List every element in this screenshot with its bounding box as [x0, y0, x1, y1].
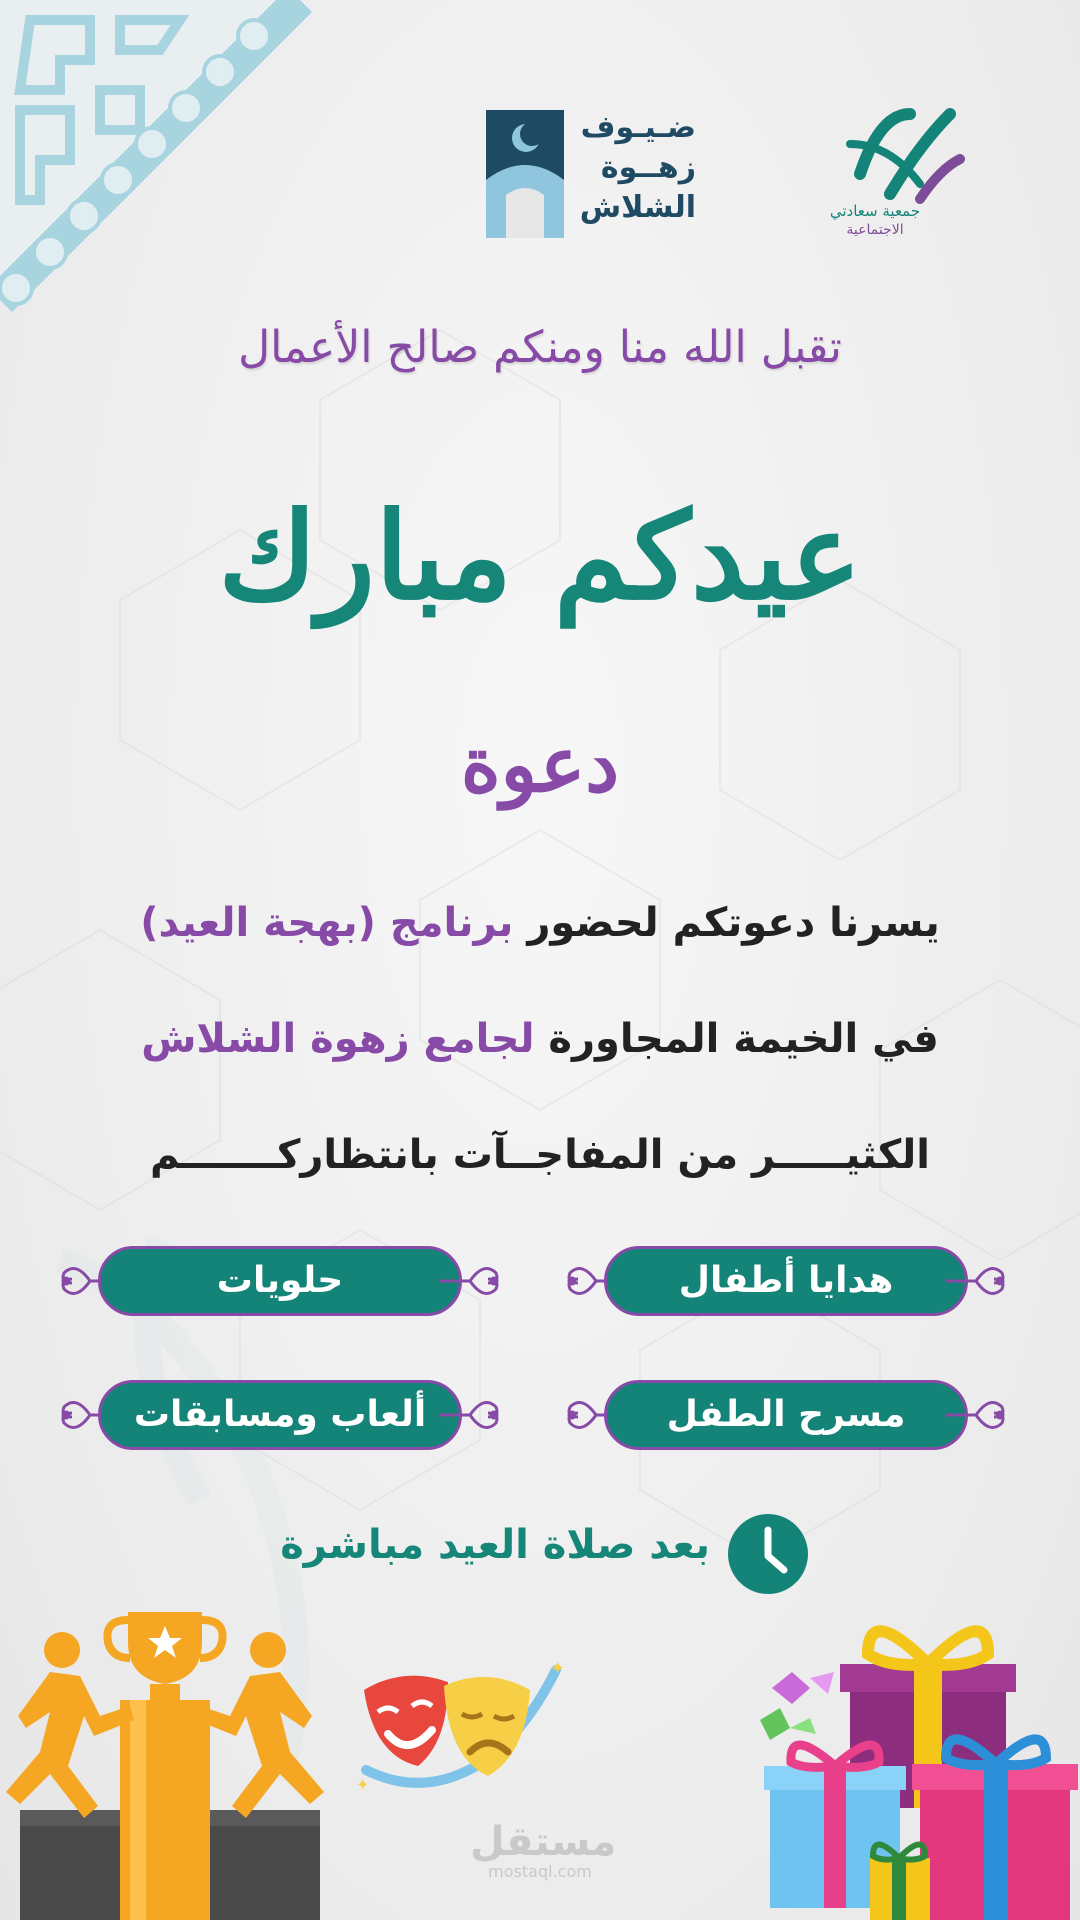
svg-text:✦: ✦ — [356, 1775, 370, 1794]
invitation-heading: دعوة — [460, 720, 620, 809]
mosque-name: لجامع زهوة الشلاش — [141, 1016, 535, 1062]
invitation-line-1 — [0, 900, 1080, 946]
invitation-line-1-text: يسرنا دعوتكم لحضور — [513, 900, 940, 946]
activity-games — [60, 1380, 500, 1458]
program-name: برنامج (بهجة العيد) — [140, 900, 514, 946]
activity-sweets — [60, 1246, 500, 1324]
mosque-guests-logo — [486, 108, 696, 238]
gift-boxes-illustration — [760, 1608, 1080, 1920]
mosque-logo-line1: ضـيـوف — [580, 110, 696, 145]
flourish-right-icon — [434, 1252, 500, 1310]
corner-ornament — [0, 0, 330, 320]
greeting-text: تقبل الله منا ومنكم صالح الأعمال — [238, 322, 842, 373]
association-subtitle: الاجتماعية — [846, 222, 904, 238]
invitation-line-2 — [0, 1016, 1080, 1062]
activity-gifts-label: هدايا أطفال — [604, 1246, 968, 1316]
mostaql-watermark — [470, 1819, 617, 1881]
association-name: جمعية سعادتي — [829, 202, 921, 220]
invitation-line-3: الكثيـــــر من المفاجــآت بانتظاركـــــــم — [150, 1132, 930, 1178]
invitation-line-2-text: في الخيمة المجاورة — [534, 1016, 939, 1062]
mosque-emblem-icon — [486, 110, 564, 238]
clock-icon — [726, 1512, 810, 1596]
mosque-logo-line3: الشلاش — [579, 190, 696, 225]
event-time — [270, 1512, 810, 1598]
flourish-right-icon — [940, 1386, 1006, 1444]
theater-masks-illustration — [356, 1650, 566, 1810]
activity-sweets-label: حلويات — [98, 1246, 462, 1316]
watermark-arabic: مستقل — [470, 1819, 617, 1865]
activity-theater — [566, 1380, 1006, 1458]
candy-illustration — [760, 1672, 834, 1740]
trophy-runners-illustration — [0, 1600, 340, 1920]
svg-text:✦: ✦ — [550, 1658, 566, 1679]
mosque-logo-line2: زهــوة — [600, 150, 696, 185]
flourish-right-icon — [940, 1252, 1006, 1310]
activity-gifts — [566, 1246, 1006, 1324]
flourish-right-icon — [434, 1386, 500, 1444]
event-time-text: بعد صلاة العيد مباشرة — [280, 1522, 710, 1568]
watermark-latin: mostaql.com — [488, 1862, 592, 1881]
activity-games-label: ألعاب ومسابقات — [98, 1380, 462, 1450]
activity-theater-label: مسرح الطفل — [604, 1380, 968, 1450]
association-calligraphy-mark — [840, 104, 968, 204]
eid-mubarak-title: عيدكم مبارك — [218, 486, 862, 627]
saadati-association-logo — [800, 104, 970, 240]
